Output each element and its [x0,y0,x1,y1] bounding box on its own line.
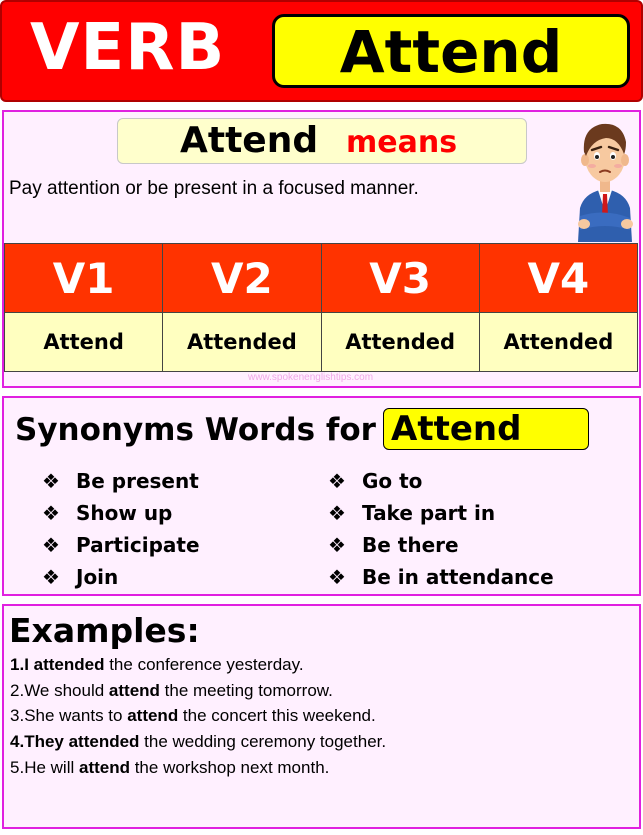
bullet-icon: ❖ [328,501,346,525]
form-value-v4: Attended [479,313,637,372]
example-number: 3. [10,706,25,725]
synonym-text: Be in attendance [362,565,554,589]
synonyms-title: Synonyms Words for [15,412,376,448]
example-keyword: I attended [24,655,105,674]
synonym-text: Go to [362,469,423,493]
example-pre: She wants to [24,706,128,725]
example-sentence [10,654,304,676]
bullet-icon: ❖ [42,533,60,557]
headword-box [272,14,630,88]
synonym-item [328,465,422,497]
verb-forms-table [4,243,638,372]
watermark: www.spokenenglishtips.com [248,372,374,383]
example-sentence [10,680,333,702]
synonym-text: Be there [362,533,459,557]
synonym-item [42,497,172,529]
bullet-icon: ❖ [42,565,60,589]
example-number: 4. [10,732,25,751]
form-header-v4: V4 [479,244,637,313]
verb-label: VERB [30,11,226,85]
example-rest: the meeting tomorrow. [159,681,333,700]
examples-title: Examples: [9,611,200,650]
means-headword: Attend [180,120,319,161]
forms-header-row [5,244,638,313]
example-keyword: attend [78,758,130,777]
example-keyword: They attended [24,732,140,751]
example-rest: the workshop next month. [129,758,330,777]
example-rest: the concert this weekend. [178,706,376,725]
forms-value-row [5,313,638,372]
example-sentence [10,757,329,779]
synonym-text: Join [76,565,119,589]
example-pre: We should [24,681,109,700]
form-value-v3: Attended [321,313,479,372]
confused-businessman-icon [570,112,640,242]
example-keyword: attend [108,681,160,700]
example-number: 2. [10,681,25,700]
synonym-item [328,497,495,529]
synonym-text: Participate [76,533,200,557]
example-number: 1. [10,655,25,674]
form-value-v1: Attend [5,313,163,372]
synonym-item [42,561,118,593]
synonyms-word-box [383,408,589,450]
bullet-icon: ❖ [328,469,346,493]
synonym-item [328,561,554,593]
synonym-text: Be present [76,469,199,493]
example-keyword: attend [127,706,179,725]
example-rest: the conference yesterday. [104,655,304,674]
example-number: 5. [10,758,25,777]
headword: Attend [339,18,563,86]
means-box [117,118,527,164]
means-label: means [346,125,458,160]
bullet-icon: ❖ [42,469,60,493]
example-sentence [10,705,376,727]
bullet-icon: ❖ [42,501,60,525]
example-pre: He will [24,758,79,777]
synonym-text: Take part in [362,501,496,525]
definition-text: Pay attention or be present in a focused manner. [9,178,419,199]
form-header-v1: V1 [5,244,163,313]
synonyms-word: Attend [391,409,522,449]
synonym-text: Show up [76,501,173,525]
synonym-item [42,529,200,561]
form-header-v3: V3 [321,244,479,313]
synonym-item [42,465,199,497]
example-sentence [10,731,386,753]
form-value-v2: Attended [163,313,321,372]
form-header-v2: V2 [163,244,321,313]
synonym-item [328,529,459,561]
bullet-icon: ❖ [328,533,346,557]
bullet-icon: ❖ [328,565,346,589]
example-rest: the wedding ceremony together. [139,732,387,751]
